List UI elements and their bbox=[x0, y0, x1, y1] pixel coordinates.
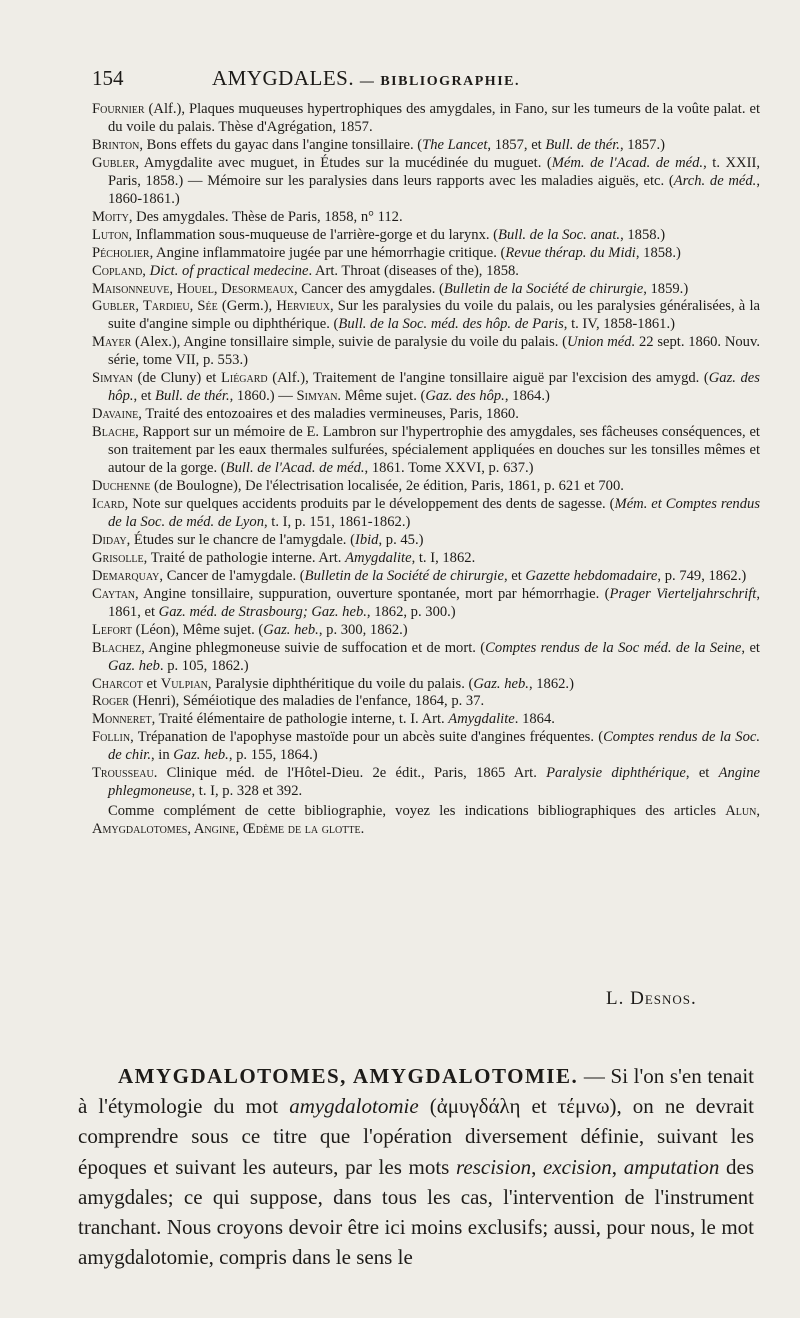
entry-text: , p. 749, 1862.) bbox=[657, 567, 747, 584]
article-term-rescision: rescision bbox=[456, 1154, 532, 1179]
entry-text: , 1858.) bbox=[620, 226, 666, 243]
entry-source-title: Mém. de l'Acad. de méd. bbox=[551, 154, 704, 171]
bibliography-entry bbox=[92, 478, 760, 496]
entry-author: Follin bbox=[92, 729, 131, 746]
entry-text: , p. 45.) bbox=[378, 531, 424, 548]
entry-text: , 1860.) — bbox=[229, 388, 297, 405]
entry-text: , Études sur le chancre de l'amygdale. ( bbox=[126, 531, 355, 548]
author-signature: L. Desnos. bbox=[606, 988, 697, 1009]
entry-source-title: Paralysie diphthérique bbox=[546, 765, 686, 782]
entry-source-title: Bull. de la Soc. méd. des hôp. de Paris bbox=[338, 316, 564, 333]
entry-author: Vulpian bbox=[160, 675, 208, 692]
entry-text: (Henri), Séméiotique des maladies de l'enfance, 1864, p. 37. bbox=[128, 693, 485, 710]
entry-source-title: Angine phlegmoneuse bbox=[108, 765, 760, 800]
entry-text: (de Cluny) et bbox=[132, 370, 221, 387]
running-title-main: AMYGDALES. bbox=[212, 66, 355, 90]
entry-text: , Angine inflammatoire jugée par une hémorrhagie critique. ( bbox=[149, 244, 506, 261]
entry-author: Maisonneuve, Houel, Desormeaux bbox=[92, 280, 294, 297]
bibliography-entry bbox=[92, 424, 760, 478]
entry-text: , 1860-1861.) bbox=[108, 172, 760, 207]
entry-text: , p. 155, 1864.) bbox=[228, 747, 318, 764]
entry-text: (Alf.), Traitement de l'angine tonsillaire aiguë par l'excision des amygd. ( bbox=[267, 370, 709, 387]
entry-text: , Amygdalite avec muguet, in Études sur la mucédinée du muguet. ( bbox=[135, 154, 552, 171]
closing-refs: Alun, Amygdalotomes, Angine, Œdème de la glotte. bbox=[92, 803, 760, 838]
bibliography-entry bbox=[92, 209, 760, 227]
entry-source-title: Comptes rendus de la Soc. de chir. bbox=[108, 729, 760, 764]
entry-source-title: The Lancet bbox=[422, 136, 488, 153]
entry-text: , 1862, p. 300.) bbox=[366, 603, 456, 620]
entry-text: (Alex.), Angine tonsillaire simple, suivie de paralysie du voile du palais. ( bbox=[131, 334, 568, 351]
bibliography-entries bbox=[92, 101, 760, 801]
entry-text: , Angine phlegmoneuse suivie de suffocation et de mort. ( bbox=[141, 639, 486, 656]
bibliography-entry bbox=[92, 227, 760, 245]
closing-text: Comme complément de cette bibliographie, voyez les indications bibliographiques des articles bbox=[108, 803, 717, 820]
entry-text: (Alf.), Plaques muqueuses hypertrophiques des amygdales, in Fano, sur les tumeurs de la voûte palat. et du voile du palais. Thèse d'Agrégation, 1857. bbox=[108, 101, 760, 135]
entry-source-title: Dict. of practical medecine bbox=[149, 262, 309, 279]
entry-text: , p. 300, 1862.) bbox=[318, 621, 408, 638]
bibliography-entry bbox=[92, 334, 760, 370]
entry-source-title: Gaz. des hôp. bbox=[108, 370, 760, 405]
entry-author: Copland bbox=[92, 262, 143, 279]
entry-author: Pécholier bbox=[92, 244, 150, 261]
entry-author: Blachez bbox=[92, 639, 142, 656]
bibliography-entry bbox=[92, 281, 760, 299]
entry-text: , Des amygdales. Thèse de Paris, 1858, n° 112. bbox=[128, 208, 403, 225]
bibliography-entry bbox=[92, 532, 760, 550]
entry-source-title: Union méd. bbox=[567, 334, 636, 351]
entry-source-title: Gaz. heb. bbox=[473, 675, 529, 692]
entry-source-title: Bull. de thér. bbox=[545, 136, 620, 153]
bibliography-entry bbox=[92, 137, 760, 155]
entry-author: Duchenne bbox=[92, 478, 151, 495]
entry-author: Brinton bbox=[92, 136, 140, 153]
entry-text: , et bbox=[133, 388, 156, 405]
entry-source-title: Prager Vierteljahrschrift bbox=[609, 585, 757, 602]
bibliography-closing bbox=[92, 803, 760, 839]
running-title bbox=[212, 66, 520, 91]
entry-author: Monneret bbox=[92, 711, 152, 728]
article-text-4: , bbox=[611, 1154, 624, 1179]
entry-text: (de Boulogne), De l'électrisation localisée, 2e édition, Paris, 1861, p. 621 et 700. bbox=[150, 478, 624, 495]
entry-author: Diday bbox=[92, 531, 127, 548]
bibliography-entry bbox=[92, 676, 760, 694]
article-term-excision: excision bbox=[542, 1154, 612, 1179]
entry-author: Icard bbox=[92, 495, 125, 512]
entry-text: . Art. Throat (diseases of the), 1858. bbox=[308, 262, 519, 279]
entry-author: Gubler, Tardieu, Sée bbox=[92, 298, 218, 315]
bibliography-entry bbox=[92, 263, 760, 281]
entry-source-title: Comptes rendus de la Soc méd. de la Seine bbox=[485, 639, 742, 656]
bibliography-entry bbox=[92, 550, 760, 568]
bibliography-entry bbox=[92, 729, 760, 765]
entry-text: , et bbox=[503, 567, 526, 584]
entry-author: Hervieux bbox=[276, 298, 330, 315]
entry-text: , et bbox=[741, 639, 760, 656]
entry-author: Simyan bbox=[296, 388, 338, 405]
entry-text: , 1858.) bbox=[635, 244, 681, 261]
article-text-3: , bbox=[531, 1154, 543, 1179]
entry-author: Blache bbox=[92, 424, 136, 441]
entry-text: , Traité de pathologie interne. Art. bbox=[143, 549, 346, 566]
article-headword: AMYGDALOTOMES, AMYGDALOTOMIE. bbox=[118, 1064, 579, 1088]
article-term-amputation: amputation bbox=[623, 1154, 720, 1179]
entry-author: Davaine bbox=[92, 406, 139, 423]
entry-text: , 1864.) bbox=[504, 388, 550, 405]
entry-text: , Paralysie diphthéritique du voile du palais. ( bbox=[207, 675, 474, 692]
entry-source-title: Arch. de méd. bbox=[673, 172, 757, 189]
entry-source-title: Gaz. heb bbox=[108, 657, 160, 674]
article-text-5: des amygdales; ce qui suppose, dans tous les cas, l'intervention de l'instrument tranchant. Nous croyons devoir être ici moins exclusifs; aussi, pour nous, le mot amygdalotomie, compris dans le sens le bbox=[78, 1154, 755, 1270]
entry-source-title: Gaz. méd. de Strasbourg; Gaz. heb. bbox=[158, 603, 367, 620]
bibliography-entry bbox=[92, 765, 760, 801]
entry-text: , bbox=[142, 262, 150, 279]
entry-author: Grisolle bbox=[92, 549, 144, 566]
entry-source-title: Bull. de la Soc. anat. bbox=[498, 226, 621, 243]
entry-text: , 1859.) bbox=[643, 280, 689, 297]
entry-text: , Traité élémentaire de pathologie interne, t. I. Art. bbox=[151, 711, 449, 728]
bibliography-entry bbox=[92, 586, 760, 622]
entry-text: , 1861, et bbox=[108, 585, 761, 620]
entry-text: , Cancer de l'amygdale. ( bbox=[159, 567, 305, 584]
entry-source-title: Revue thérap. du Midi bbox=[505, 244, 636, 261]
bibliography bbox=[92, 101, 760, 839]
entry-text: , 1857.) bbox=[619, 136, 665, 153]
entry-author: Liégard bbox=[220, 370, 268, 387]
entry-author: Trousseau bbox=[92, 765, 154, 782]
entry-author: Mayer bbox=[92, 334, 132, 351]
entry-text: et bbox=[142, 675, 161, 692]
entry-text: (Germ.), bbox=[217, 298, 277, 315]
entry-source-title: Bull. de thér. bbox=[155, 388, 230, 405]
entry-text: , Sur les paralysies du voile du palais, ou les paralysies généralisées, à la suite d'angine simple ou diphthérique. ( bbox=[108, 298, 760, 333]
bibliography-entry bbox=[92, 711, 760, 729]
entry-text: (Léon), Même sujet. ( bbox=[131, 621, 264, 638]
article-text-2: (ἀμυγδάλη et τέμνω), on ne devrait comprendre sous ce titre que l'opération diversement définie, suivant les époques et suivant les auteurs, par les mots bbox=[78, 1094, 754, 1179]
entry-text: , t. I, p. 328 et 392. bbox=[191, 783, 303, 800]
bibliography-entry bbox=[92, 155, 760, 209]
entry-source-title: Gazette hebdomadaire bbox=[525, 567, 658, 584]
entry-text: , t. I, 1862. bbox=[411, 549, 476, 566]
page-number: 154 bbox=[92, 66, 124, 90]
entry-source-title: Ibid bbox=[354, 531, 379, 548]
entry-text: , 1861. Tome XXVI, p. 637.) bbox=[364, 460, 534, 477]
entry-source-title: Gaz. heb. bbox=[173, 747, 229, 764]
entry-author: Gubler bbox=[92, 154, 136, 171]
entry-author: Caytan bbox=[92, 585, 136, 602]
entry-source-title: Bull. de l'Acad. de méd. bbox=[225, 460, 365, 477]
entry-text: , t. I, p. 151, 1861-1862.) bbox=[264, 513, 411, 530]
bibliography-entry bbox=[92, 370, 760, 406]
entry-source-title: Amygdalite bbox=[448, 711, 515, 728]
running-header bbox=[92, 66, 760, 91]
entry-text: , Angine tonsillaire, suppuration, ouverture spontanée, mort par hémorrhagie. ( bbox=[135, 585, 610, 602]
article-text-1: — Si l'on s'en tenait à l'étymologie du mot bbox=[78, 1064, 754, 1119]
entry-author: Lefort bbox=[92, 621, 132, 638]
bibliography-entry bbox=[92, 406, 760, 424]
article-amygdalotomie bbox=[78, 1061, 754, 1272]
entry-author: Moity bbox=[92, 208, 129, 225]
entry-text: , Rapport sur un mémoire de E. Lambron sur l'hypertrophie des amygdales, ses fâcheuses conséquences, et son traitement par les eaux thermales sulfurées, spécialement appliquées en douches sur les tonsilles mêmes et autour de la gorge. ( bbox=[108, 424, 760, 477]
entry-text: , 1862.) bbox=[528, 675, 574, 692]
entry-text: . Même sujet. ( bbox=[337, 388, 426, 405]
entry-source-title: Gaz. heb. bbox=[263, 621, 319, 638]
entry-author: Luton bbox=[92, 226, 129, 243]
entry-source-title: Bulletin de la Société de chirurgie bbox=[443, 280, 644, 297]
bibliography-entry bbox=[92, 101, 760, 137]
entry-author: Demarquay bbox=[92, 567, 160, 584]
entry-source-title: Bulletin de la Société de chirurgie bbox=[304, 567, 504, 584]
entry-source-title: Amygdalite bbox=[345, 549, 412, 566]
entry-text: , t. IV, 1858-1861.) bbox=[563, 316, 675, 333]
bibliography-entry bbox=[92, 298, 760, 334]
entry-text: , Bons effets du gayac dans l'angine tonsillaire. ( bbox=[139, 136, 423, 153]
entry-text: . 1864. bbox=[514, 711, 555, 728]
entry-text: 22 sept. 1860. Nouv. série, tome VII, p. 553.) bbox=[108, 334, 760, 369]
bibliography-entry bbox=[92, 622, 760, 640]
bibliography-entry bbox=[92, 693, 760, 711]
article-term-amygdalotomie: amygdalotomie bbox=[289, 1094, 419, 1119]
entry-author: Roger bbox=[92, 693, 129, 710]
entry-author: Fournier bbox=[92, 101, 145, 117]
entry-author: Simyan bbox=[92, 370, 133, 387]
running-title-sub: — BIBLIOGRAPHIE. bbox=[359, 74, 520, 89]
entry-text: , Inflammation sous-muqueuse de l'arrière-gorge et du larynx. ( bbox=[128, 226, 499, 243]
entry-text: , Traité des entozoaires et des maladies vermineuses, Paris, 1860. bbox=[138, 406, 519, 423]
entry-source-title: Gaz. des hôp. bbox=[425, 388, 505, 405]
entry-text: . p. 105, 1862.) bbox=[159, 657, 249, 674]
entry-text: , Note sur quelques accidents produits par le développement des dents de sagesse. ( bbox=[124, 495, 615, 512]
entry-author: Charcot bbox=[92, 675, 143, 692]
entry-text: , Trépanation de l'apophyse mastoïde pour un abcès suite d'angines fréquentes. ( bbox=[130, 729, 604, 746]
entry-text: . Clinique méd. de l'Hôtel-Dieu. 2e édit., Paris, 1865 Art. bbox=[153, 765, 547, 782]
bibliography-entry bbox=[92, 496, 760, 532]
entry-text: , 1857, et bbox=[487, 136, 546, 153]
bibliography-entry bbox=[92, 245, 760, 263]
entry-source-title: Mém. et Comptes rendus de la Soc. de méd. de Lyon bbox=[108, 495, 761, 530]
bibliography-entry bbox=[92, 568, 760, 586]
entry-text: , in bbox=[150, 747, 174, 764]
entry-text: , t. XXII, Paris, 1858.) — Mémoire sur les paralysies dans leurs rapports avec les maladies aiguës, etc. ( bbox=[108, 154, 760, 189]
entry-text: , Cancer des amygdales. ( bbox=[293, 280, 444, 297]
entry-text: , et bbox=[685, 765, 719, 782]
bibliography-entry bbox=[92, 640, 760, 676]
